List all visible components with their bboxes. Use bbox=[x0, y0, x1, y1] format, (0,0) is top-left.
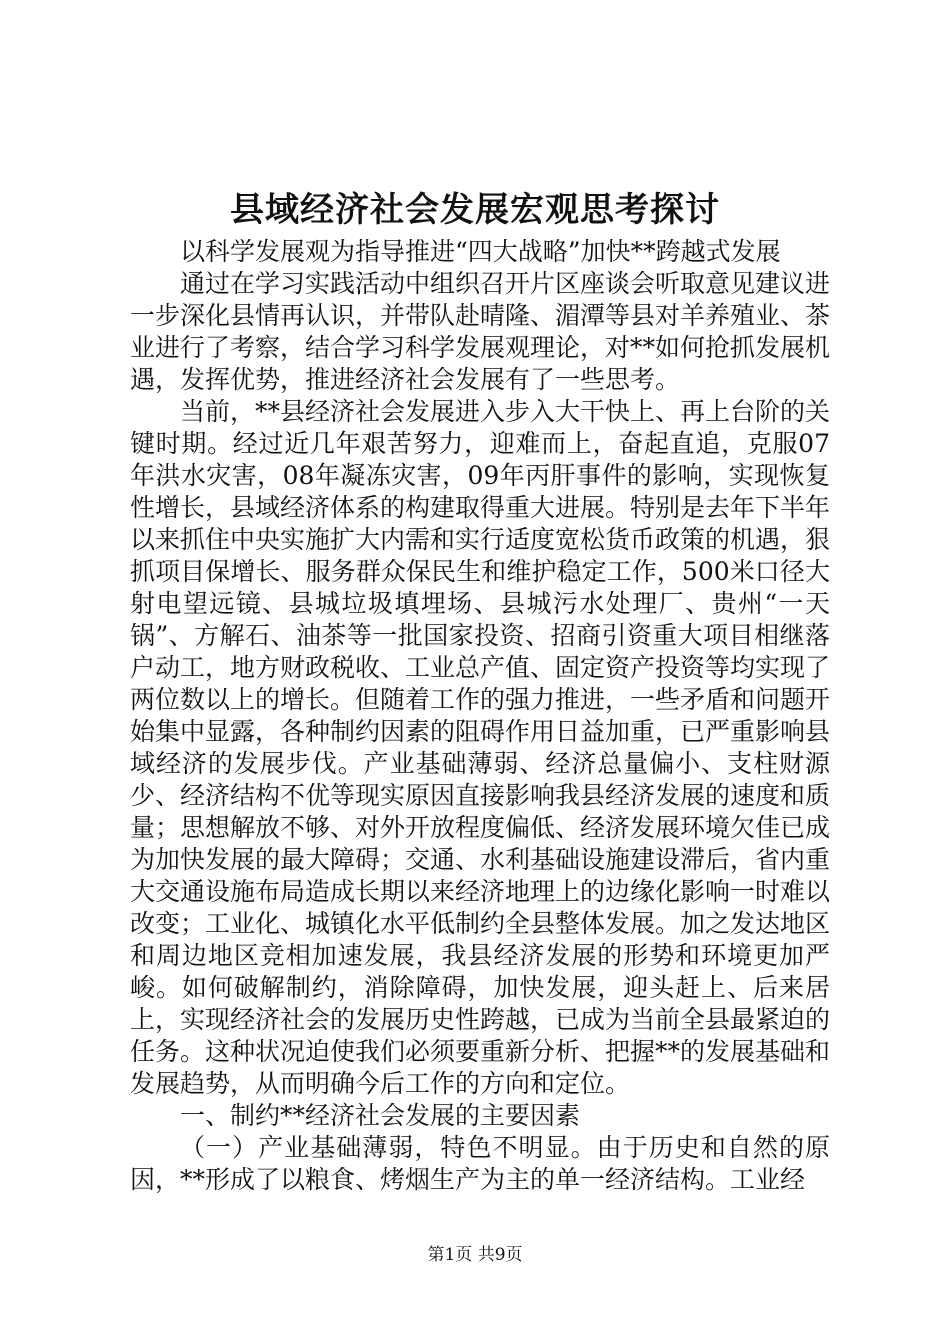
document-subtitle: 以科学发展观为指导推进“四大战略”加快**跨越式发展 bbox=[180, 237, 781, 266]
section-heading-constraints: 一、制约**经济社会发展的主要因素 bbox=[180, 1101, 581, 1130]
paragraph-industry-base: （一）产业基础薄弱，特色不明显。由于历史和自然的原因，**形成了以粮食、烤烟生产为主的单一经济结构。工业经 bbox=[130, 1133, 830, 1194]
page-number-footer: 第1页 共9页 bbox=[427, 1245, 523, 1265]
document-body bbox=[130, 236, 830, 1196]
document-title: 县域经济社会发展宏观思考探讨 bbox=[230, 190, 720, 230]
paragraph-current-situation: 当前，**县经济社会发展进入步入大干快上、再上台阶的关键时期。经过近几年艰苦努力，迎难而上，奋起直追，克服07年洪水灾害，08年凝冻灾害，09年丙肝事件的影响，实现恢复性增长，县域经济体系的构建取得重大进展。特别是去年下半年以来抓住中央实施扩大内需和实行适度宽松货币政策的机遇，狠抓项目保增长、服务群众保民生和维护稳定工作，500米口径大射电望远镜、县城垃圾填埋场、县城污水处理厂、贵州“一天锅”、方解石、油茶等一批国家投资、招商引资重大项目相继落户动工，地方财政税收、工业总产值、固定资产投资等均实现了两位数以上的增长。但随着工作的强力推进，一些矛盾和问题开始集中显露，各种制约因素的阻碍作用日益加重，已严重影响县域经济的发展步伐。产业基础薄弱、经济总量偏小、支柱财源少、经济结构不优等现实原因直接影响我县经济发展的速度和质量；思想解放不够、对外开放程度偏低、经济发展环境欠佳已成为加快发展的最大障碍；交通、水利基础设施建设滞后，省内重大交通设施布局造成长期以来经济地理上的边缘化影响一时难以改变；工业化、城镇化水平低制约全县整体发展。加之发达地区和周边地区竞相加速发展，我县经济发展的形势和环境更加严峻。如何破解制约，消除障碍，加快发展，迎头赶上、后来居上，实现经济社会的发展历史性跨越，已成为当前全县最紧迫的任务。这种状况迫使我们必须要重新分析、把握**的发展基础和发展趋势，从而明确今后工作的方向和定位。 bbox=[130, 397, 831, 1098]
paragraph-intro: 通过在学习实践活动中组织召开片区座谈会听取意见建议进一步深化县情再认识，并带队赴晴隆、湄潭等县对羊养殖业、茶业进行了考察，结合学习科学发展观理论，对**如何抢抓发展机遇，发挥优势，推进经济社会发展有了一些思考。 bbox=[130, 269, 831, 394]
